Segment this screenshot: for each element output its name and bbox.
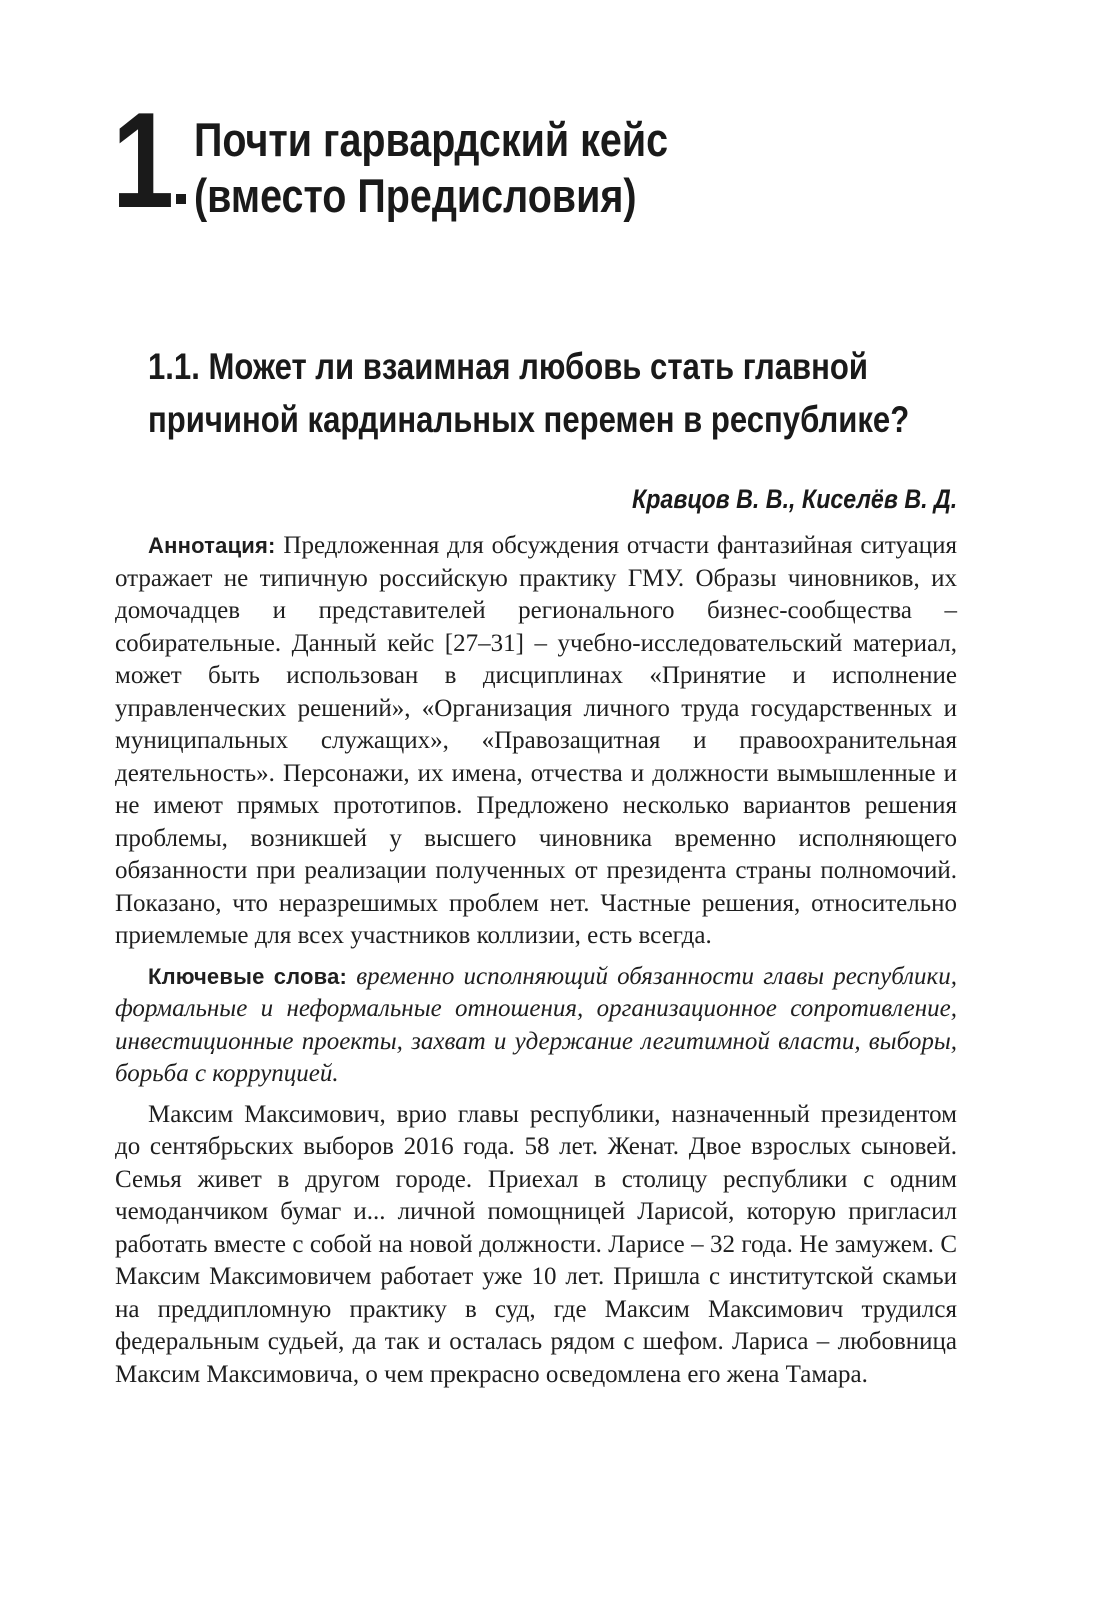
chapter-title [194,112,866,224]
section-title [148,340,954,446]
section-title-line-1: 1.1. Может ли взаимная любовь стать главной [148,346,868,387]
keywords-text: временно исполняющий обязанности главы республики, формальные и неформальные отношения, организационное сопротивление, инвестиционные проекты, захват и удержание легитимной власти, выборы, борьба с коррупцией. [115,962,958,1087]
chapter-number-dot [176,194,186,204]
chapter-number: 1 [112,84,171,236]
keywords-label: Ключевые слова: [148,963,348,989]
keywords-paragraph [115,961,957,1091]
body-paragraph: Максим Максимович, врио главы республики, назначенный президентом до сентябрьских выборов 2016 года. 58 лет. Женат. Двое взрослых сыновей. Семья живет в другом городе. Приехал в столицу республики с одним чемоданчиком бумаг и... личной помощницей Ларисой, которую пригласил работать вместе с собой на новой должности. Ларисе – 32 года. Не замужем. С Максим Максимовичем работает уже 10 лет. Пришла с институтской скамьи на преддипломную практику в суд, где Максим Максимович трудился федеральным судьей, да так и осталась рядом с шефом. Лариса – любовница Максим Максимовича, о чем прекрасно осведомлена его жена Тамара. [115,1100,957,1388]
chapter-title-line-1: Почти гарвардский кейс [194,113,669,166]
chapter-heading [112,84,992,240]
annotation-label: Аннотация: [148,533,276,558]
authors: Кравцов В. В., Киселёв В. Д. [631,484,957,514]
annotation-paragraph [115,530,957,953]
body-text [115,530,957,1399]
chapter-title-line-2: (вместо Предисловия) [194,169,637,222]
section-title-line-2: причиной кардинальных перемен в республике? [148,399,910,440]
annotation-text: Предложенная для обсуждения отчасти фантазийная ситуация отражает не типичную российскую практику ГМУ. Образы чиновников, их домочадцев и представителей регионального бизнес-сообщества – собирательные. Данный кейс [27–31] – учебно-исследовательский материал, может быть использован в дисциплинах «Принятие и исполнение управленческих решений», «Организация личного труда государственных и муниципальных служащих», «Правозащитная и правоохранительная деятельность». Персонажи, их имена, отчества и должности вымышленные и не имеют прямых прототипов. Предложено несколько вариантов решения проблемы, возникшей у высшего чиновника временно исполняющего обязанности при реализации полученных от президента страны полномочий. Показано, что неразрешимых проблем нет. Частные решения, относительно приемлемые для всех участников коллизии, есть всегда. [115,532,957,949]
